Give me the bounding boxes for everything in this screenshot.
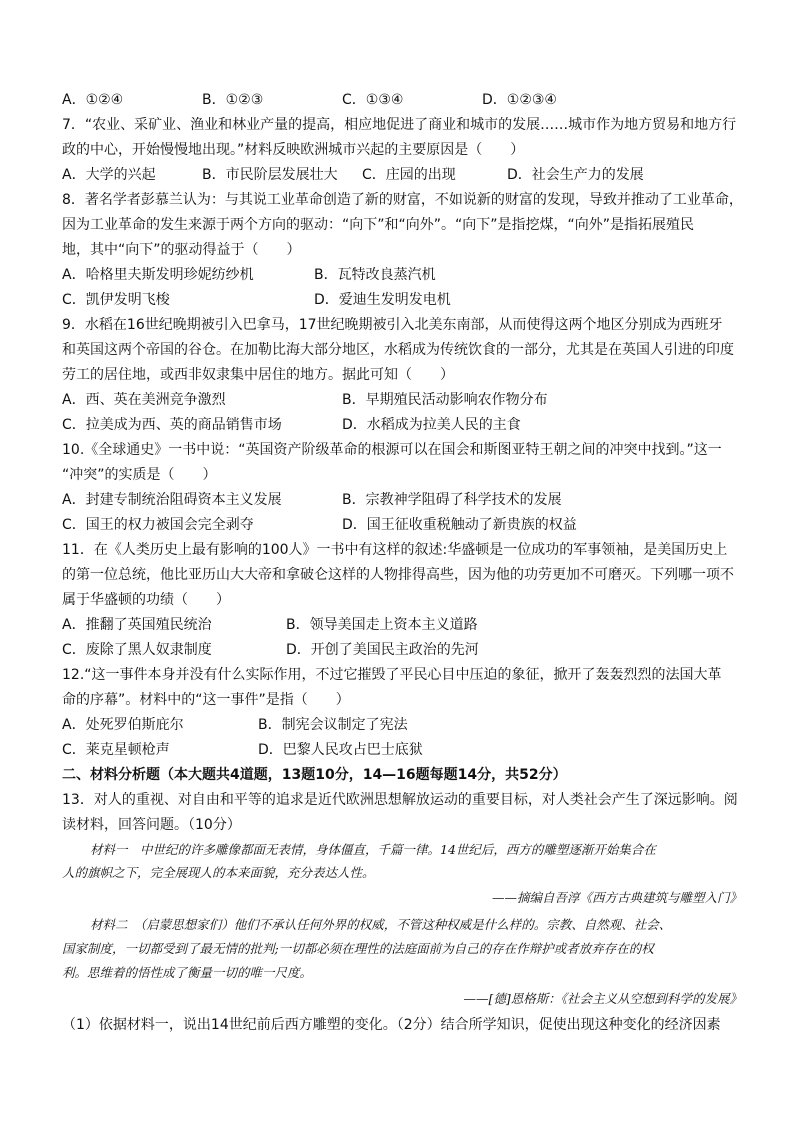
q10-stem-line: “冲突”的实质是（ ）	[62, 467, 217, 483]
q12-option-a: A．处死罗伯斯庇尔	[62, 717, 184, 733]
q9-option-b: B．早期殖民活动影响农作物分布	[342, 392, 548, 408]
q8-option-a: A．哈格里夫斯发明珍妮纺纱机	[62, 267, 254, 283]
q13-stem-line: 13．对人的重视、对自由和平等的追求是近代欧洲思想解放运动的重要目标，对人类社会产生了深远影响。阅	[62, 792, 738, 808]
q12-option-b: B．制宪会议制定了宪法	[258, 717, 408, 733]
q11-stem-line: 的第一位总统，他比亚历山大大帝和拿破仑这样的人物排得高些，因为他的功劳更加不可磨灭。下列哪一项不	[62, 567, 734, 583]
q10-option-d: D．国王征收重税触动了新贵族的权益	[342, 517, 577, 533]
q11-stem-line: 11．在《人类历史上最有影响的100人》一书中有这样的叙述:华盛顿是一位成功的军事领袖，是美国历史上	[62, 542, 728, 558]
q13-material1-line: 人的旗帜之下，完全展现人的本来面貌，充分表达人性。	[62, 865, 375, 880]
q8-stem-line: 地，其中“向下”的驱动得益于（ ）	[62, 242, 301, 258]
q6-option-a: A．①②④	[62, 92, 124, 108]
q9-stem-line: 9．水稻在16世纪晚期被引入巴拿马，17世纪晚期被引入北美东南部，从而使得这两个地区分别成为西班牙	[62, 317, 723, 333]
q13-sub1: （1）依据材料一，说出14世纪前后西方雕塑的变化。（2分）结合所学知识，促使出现这种变化的经济因素	[62, 1017, 721, 1033]
q7-option-a: A．大学的兴起	[62, 167, 156, 183]
q12-stem-line: 命的序幕”。材料中的“这一事件”是指（ ）	[62, 692, 350, 708]
q12-stem-line: 12.“这一事件本身并没有什么实际作用，不过它摧毁了平民心目中压迫的象征，掀开了轰轰烈烈的法国大革	[62, 667, 722, 683]
q10-option-c: C．国王的权力被国会完全剥夺	[62, 517, 254, 533]
q13-stem-line: 读材料，回答问题。（10分）	[62, 817, 241, 833]
q10-option-b: B．宗教神学阻碍了科学技术的发展	[342, 492, 562, 508]
q11-option-b: B．领导美国走上资本主义道路	[286, 617, 478, 633]
q8-option-b: B．瓦特改良蒸汽机	[314, 267, 436, 283]
q12-option-d: D．巴黎人民攻占巴士底狱	[258, 742, 423, 758]
q8-option-c: C．凯伊发明飞梭	[62, 292, 170, 308]
q11-option-d: D．开创了美国民主政治的先河	[286, 642, 479, 658]
q13-material2-line: 材料二 （启蒙思想家们）他们不承认任何外界的权威，不管这种权威是什么样的。宗教、自然观、社会、	[90, 917, 672, 932]
q7-option-c: C．庄园的出现	[362, 167, 456, 183]
q9-option-a: A．西、英在美洲竞争激烈	[62, 392, 226, 408]
q6-option-d: D．①②③④	[482, 92, 557, 108]
q10-option-a: A．封建专制统治阻碍资本主义发展	[62, 492, 282, 508]
q8-stem-line: 因为工业革命的发生来源于两个方向的驱动：“向下”和“向外”。“向下”是指挖煤，“向外”是指拓展殖民	[62, 217, 695, 233]
q9-option-d: D．水稻成为拉美人民的主食	[342, 417, 521, 433]
q12-option-c: C．莱克星顿枪声	[62, 742, 170, 758]
q10-stem-line: 10.《全球通史》一书中说：“英国资产阶级革命的根源可以在国会和斯图亚特王朝之间的冲突中找到。”这一	[62, 442, 722, 458]
q9-option-c: C．拉美成为西、英的商品销售市场	[62, 417, 282, 433]
q9-stem-line: 劳工的居住地，或西非奴隶集中居住的地方。据此可知（ ）	[62, 367, 454, 383]
q6-option-c: C．①③④	[342, 92, 404, 108]
section2-heading: 二、材料分析题（本大题共4道题，13题10分，14—16题每题14分，共52分）	[62, 767, 567, 783]
q9-stem-line: 和英国这两个帝国的谷仓。在加勒比海大部分地区，水稻成为传统饮食的一部分，尤其是在英国人引进的印度	[62, 342, 734, 358]
q13-material1-line: 材料一 中世纪的许多雕像都面无表情，身体僵直，千篇一律。14世纪后，西方的雕塑逐渐开始集合在	[90, 842, 656, 857]
q13-material2-line: 利。思维着的悟性成了衡量一切的唯一尺度。	[62, 965, 313, 980]
q8-stem-line: 8．著名学者彭慕兰认为：与其说工业革命创造了新的财富，不如说新的财富的发现，导致并推动了工业革命，	[62, 192, 743, 208]
q7-stem-line: 政的中心，开始慢慢地出现。”材料反映欧洲城市兴起的主要原因是（ ）	[62, 142, 525, 158]
q6-option-b: B．①②③	[202, 92, 264, 108]
q7-option-d: D．社会生产力的发展	[507, 167, 644, 183]
q11-option-c: C．废除了黑人奴隶制度	[62, 642, 212, 658]
q13-material2-line: 国家制度，一切都受到了最无情的批判;一切都必须在理性的法庭面前为自己的存在作辩护或者放弃存在的权	[62, 941, 654, 956]
q7-option-b: B．市民阶层发展壮大	[202, 167, 338, 183]
q11-stem-line: 属于华盛顿的功绩（ ）	[62, 592, 230, 608]
q7-stem-line: 7．“农业、采矿业、渔业和林业产量的提高，相应地促进了商业和城市的发展……城市作为地方贸易和地方行	[62, 117, 737, 133]
q8-option-d: D．爱迪生发明发电机	[314, 292, 451, 308]
q13-material1-source: ——摘编自吾淳《西方古典建筑与雕塑入门》	[491, 890, 742, 905]
q13-material2-source: ——[德]恩格斯：《社会主义从空想到科学的发展》	[463, 991, 742, 1006]
q11-option-a: A．推翻了英国殖民统治	[62, 617, 212, 633]
